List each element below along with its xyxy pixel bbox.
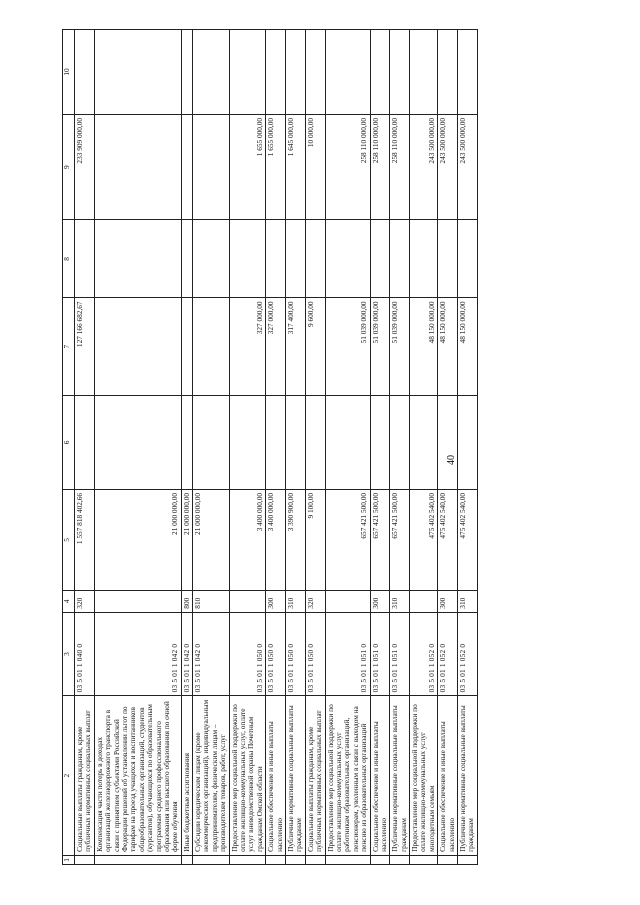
amount-cell: 243 500 000,00 <box>410 114 438 220</box>
name-cell: Публичные нормативные социальные выплаты гражданам <box>285 696 305 855</box>
name-cell: Предоставление мер социальной поддержки по оплате жилищно-коммунальных услуг работникам образовательных организаций, пенсионерам, уволенным в связи с выходом на пенсию из образовательных организаций <box>325 696 370 855</box>
amount-cell <box>458 220 478 298</box>
amount-cell <box>390 395 410 489</box>
amount-cell <box>438 395 458 489</box>
code-cell: 03 5 01 1 051 0 <box>325 612 370 696</box>
expense-type-cell: 300 <box>438 590 458 612</box>
index-cell <box>229 855 266 864</box>
amount-cell: 10 000,00 <box>305 114 325 220</box>
amount-cell <box>229 220 266 298</box>
amount-cell: 317 400,00 <box>285 298 305 395</box>
amount-cell: 9 600,00 <box>305 298 325 395</box>
amount-cell <box>193 220 230 298</box>
code-cell: 03 5 01 1 051 0 <box>390 612 410 696</box>
code-cell: 03 5 01 1 050 0 <box>229 612 266 696</box>
amount-cell <box>390 30 410 115</box>
amount-cell: 243 500 000,00 <box>458 114 478 220</box>
amount-cell: 51 039 000,00 <box>370 298 390 395</box>
table-row <box>285 30 305 865</box>
amount-cell <box>305 220 325 298</box>
amount-cell <box>410 30 438 115</box>
amount-cell <box>325 220 370 298</box>
name-cell: Социальное обеспечение и иные выплаты населению <box>370 696 390 855</box>
name-cell: Социальное обеспечение и иные выплаты населению <box>438 696 458 855</box>
amount-cell <box>229 30 266 115</box>
name-cell: Социальные выплаты гражданам, кроме публичных нормативных социальных выплат <box>305 696 325 855</box>
name-cell: Социальное обеспечение и иные выплаты населению <box>266 696 286 855</box>
expense-type-cell: 300 <box>370 590 390 612</box>
index-cell <box>75 855 95 864</box>
table-row <box>229 30 266 865</box>
header-cell: 6 <box>63 395 75 489</box>
code-cell: 03 5 01 1 042 0 <box>181 612 192 696</box>
amount-cell <box>181 298 192 395</box>
name-cell: Субсидии юридическим лицам (кроме некоммерческих организаций), индивидуальным предпринимателям, физическим лицам – производителям товаров, работ, услуг <box>193 696 230 855</box>
amount-cell <box>193 298 230 395</box>
amount-cell <box>193 114 230 220</box>
amount-cell <box>266 30 286 115</box>
expense-type-cell: 320 <box>305 590 325 612</box>
header-cell: 4 <box>63 590 75 612</box>
table-row <box>75 30 95 865</box>
header-cell: 10 <box>63 30 75 115</box>
amount-cell: 9 100,00 <box>305 489 325 590</box>
index-cell <box>458 855 478 864</box>
amount-cell: 51 039 000,00 <box>325 298 370 395</box>
amount-cell <box>285 395 305 489</box>
amount-cell <box>438 220 458 298</box>
budget-table <box>62 29 478 865</box>
name-cell: Предоставление мер социальной поддержки по оплате жилищно-коммунальных услуг многодетным семьям <box>410 696 438 855</box>
amount-cell <box>94 395 181 489</box>
table-row <box>370 30 390 865</box>
code-cell: 03 5 01 1 042 0 <box>193 612 230 696</box>
index-cell <box>305 855 325 864</box>
index-cell <box>390 855 410 864</box>
header-row <box>63 30 75 865</box>
amount-cell <box>181 395 192 489</box>
header-cell: 8 <box>63 220 75 298</box>
amount-cell <box>305 395 325 489</box>
amount-cell: 21 000 000,00 <box>193 489 230 590</box>
expense-type-cell: 320 <box>75 590 95 612</box>
amount-cell <box>94 114 181 220</box>
amount-cell: 51 039 000,00 <box>390 298 410 395</box>
code-cell: 03 5 01 1 040 0 <box>75 612 95 696</box>
amount-cell: 258 110 000,00 <box>325 114 370 220</box>
index-cell <box>94 855 181 864</box>
amount-cell <box>181 220 192 298</box>
amount-cell: 48 150 000,00 <box>458 298 478 395</box>
amount-cell <box>438 30 458 115</box>
amount-cell: 1 645 000,00 <box>285 114 305 220</box>
amount-cell <box>181 30 192 115</box>
amount-cell: 657 421 500,00 <box>390 489 410 590</box>
amount-cell: 1 655 000,00 <box>229 114 266 220</box>
header-cell: 7 <box>63 298 75 395</box>
code-cell: 03 5 01 1 052 0 <box>410 612 438 696</box>
amount-cell: 327 000,00 <box>266 298 286 395</box>
amount-cell: 475 402 540,00 <box>438 489 458 590</box>
name-cell: Публичные нормативные социальные выплаты гражданам <box>390 696 410 855</box>
table-row <box>410 30 438 865</box>
expense-type-cell <box>325 590 370 612</box>
code-cell: 03 5 01 1 052 0 <box>438 612 458 696</box>
amount-cell: 3 400 000,00 <box>266 489 286 590</box>
amount-cell <box>410 220 438 298</box>
amount-cell <box>285 30 305 115</box>
amount-cell: 233 909 000,00 <box>75 114 95 220</box>
header-cell: 3 <box>63 612 75 696</box>
header-cell: 2 <box>63 696 75 855</box>
amount-cell <box>285 220 305 298</box>
amount-cell <box>193 395 230 489</box>
amount-cell: 21 000 000,00 <box>94 489 181 590</box>
expense-type-cell: 310 <box>285 590 305 612</box>
amount-cell: 657 421 500,00 <box>370 489 390 590</box>
amount-cell: 475 402 540,00 <box>458 489 478 590</box>
amount-cell <box>94 30 181 115</box>
name-cell: Иные бюджетные ассигнования <box>181 696 192 855</box>
table-row <box>390 30 410 865</box>
header-cell: 5 <box>63 489 75 590</box>
table-body <box>75 30 478 865</box>
amount-cell <box>370 395 390 489</box>
code-cell: 03 5 01 1 050 0 <box>266 612 286 696</box>
header-cell: 9 <box>63 114 75 220</box>
code-cell: 03 5 01 1 051 0 <box>370 612 390 696</box>
amount-cell: 657 421 500,00 <box>325 489 370 590</box>
table-row <box>181 30 192 865</box>
amount-cell: 3 400 000,00 <box>229 489 266 590</box>
amount-cell <box>266 395 286 489</box>
amount-cell <box>75 395 95 489</box>
page-number: 40 <box>446 455 457 465</box>
amount-cell: 127 166 682,67 <box>75 298 95 395</box>
code-cell: 03 5 01 1 050 0 <box>305 612 325 696</box>
table-row <box>305 30 325 865</box>
amount-cell: 327 000,00 <box>229 298 266 395</box>
amount-cell: 1 557 818 402,66 <box>75 489 95 590</box>
amount-cell: 48 150 000,00 <box>410 298 438 395</box>
amount-cell: 48 150 000,00 <box>438 298 458 395</box>
index-cell <box>325 855 370 864</box>
expense-type-cell <box>94 590 181 612</box>
amount-cell <box>325 30 370 115</box>
index-cell <box>370 855 390 864</box>
index-cell <box>193 855 230 864</box>
table-row <box>325 30 370 865</box>
expense-type-cell: 310 <box>458 590 478 612</box>
name-cell: Публичные нормативные социальные выплаты гражданам <box>458 696 478 855</box>
amount-cell <box>193 30 230 115</box>
amount-cell <box>305 30 325 115</box>
index-cell <box>438 855 458 864</box>
amount-cell: 475 402 540,00 <box>410 489 438 590</box>
code-cell: 03 5 01 1 052 0 <box>458 612 478 696</box>
amount-cell <box>458 395 478 489</box>
expense-type-cell: 310 <box>390 590 410 612</box>
table-row <box>266 30 286 865</box>
amount-cell <box>370 30 390 115</box>
index-cell <box>410 855 438 864</box>
table-row <box>94 30 181 865</box>
amount-cell: 243 500 000,00 <box>438 114 458 220</box>
name-cell: Социальные выплаты гражданам, кроме публичных нормативных социальных выплат <box>75 696 95 855</box>
amount-cell <box>390 220 410 298</box>
amount-cell <box>94 220 181 298</box>
index-cell <box>266 855 286 864</box>
expense-type-cell: 810 <box>193 590 230 612</box>
amount-cell <box>370 220 390 298</box>
amount-cell <box>229 395 266 489</box>
code-cell: 03 5 01 1 042 0 <box>94 612 181 696</box>
index-cell <box>285 855 305 864</box>
amount-cell <box>325 395 370 489</box>
amount-cell <box>75 30 95 115</box>
name-cell: Предоставление мер социальной поддержки по оплате жилищно-коммунальных услуг, оплате услуг вневедомственной охраны Почетным гражданам Омской области <box>229 696 266 855</box>
amount-cell: 3 390 900,00 <box>285 489 305 590</box>
amount-cell: 21 000 000,00 <box>181 489 192 590</box>
expense-type-cell <box>410 590 438 612</box>
amount-cell: 1 655 000,00 <box>266 114 286 220</box>
table-row <box>193 30 230 865</box>
expense-type-cell: 300 <box>266 590 286 612</box>
amount-cell: 258 110 000,00 <box>370 114 390 220</box>
code-cell: 03 5 01 1 050 0 <box>285 612 305 696</box>
amount-cell <box>75 220 95 298</box>
expense-type-cell: 800 <box>181 590 192 612</box>
index-cell <box>181 855 192 864</box>
amount-cell <box>410 395 438 489</box>
expense-type-cell <box>229 590 266 612</box>
name-cell: Компенсация части потерь в доходах организаций железнодорожного транспорта в связи с принятием субъектами Российской Федерации решений об установлении льгот по тарифам на проезд учащихся и воспитанников общеобразовательных организаций, студентов (курсантов), обучающихся по образовательным программам среднего профессионального образования или высшего образования по очной форме обучения <box>94 696 181 855</box>
header-cell: 1 <box>63 855 75 864</box>
amount-cell <box>266 220 286 298</box>
amount-cell: 258 110 000,00 <box>390 114 410 220</box>
amount-cell <box>458 30 478 115</box>
table-row <box>438 30 458 865</box>
table-row <box>458 30 478 865</box>
amount-cell <box>181 114 192 220</box>
amount-cell <box>94 298 181 395</box>
